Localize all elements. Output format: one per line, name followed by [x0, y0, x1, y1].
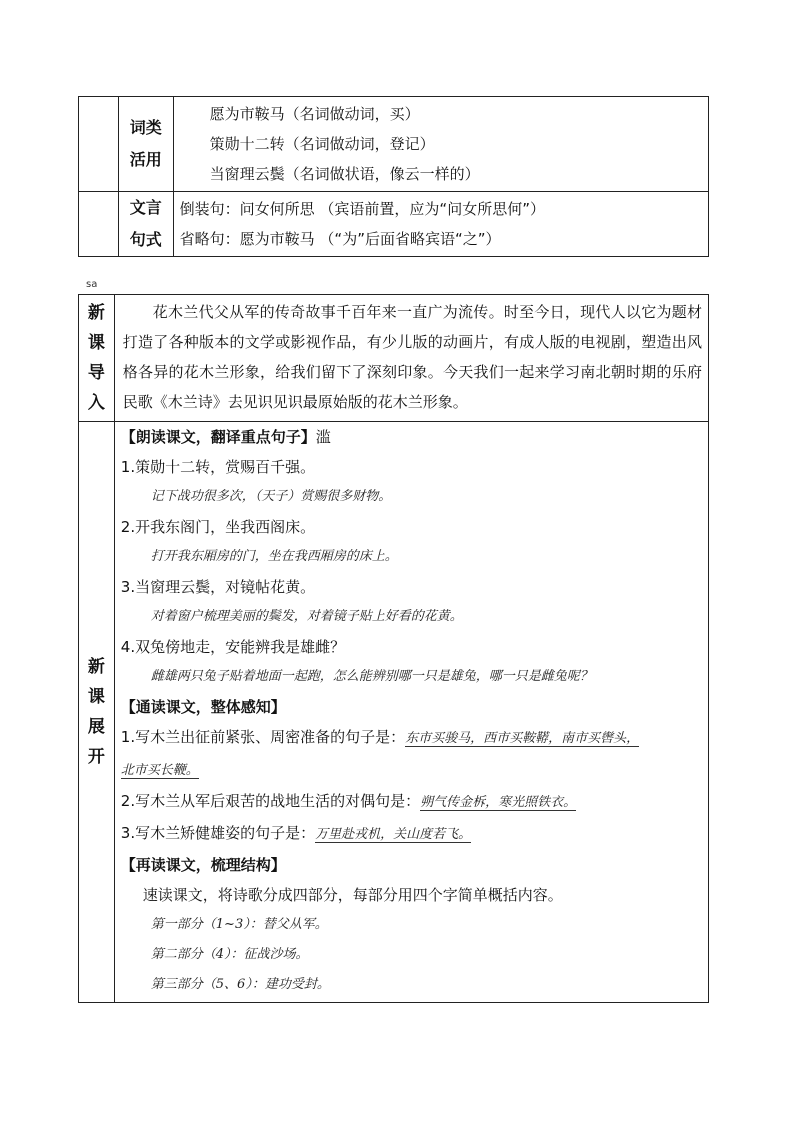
- develop-label: [79, 422, 115, 1003]
- list-item: 倒装句：问女何所思 （宾语前置，应为“问女所思何”）: [179, 200, 545, 218]
- word-class-content: [173, 97, 708, 192]
- structure-part-2: 第二部分（4）：征战沙场。: [150, 947, 309, 962]
- fill-answer-1b: 北市买长鞭。: [120, 763, 199, 778]
- label-char: 课: [87, 333, 105, 353]
- label-char: 入: [87, 393, 105, 413]
- label-line: 文言: [129, 198, 162, 217]
- label-line: 活用: [129, 150, 162, 169]
- list-item: 当窗理云鬓（名词做状语，像云一样的）: [209, 165, 480, 183]
- fill-question-2: 2.写木兰从军后艰苦的战地生活的对偶句是：: [120, 792, 421, 810]
- structure-instruction: 速读课文，将诗歌分成四部分，每部分用四个字简单概括内容。: [142, 886, 563, 904]
- section-heading-read-translate: 【朗读课文，翻译重点句子】: [120, 428, 316, 446]
- answer-3: 对着窗户梳理美丽的鬓发，对着镜子贴上好看的花黄。: [150, 609, 463, 624]
- blank-cell: [79, 97, 119, 192]
- table-row: [79, 192, 709, 257]
- lesson-table: [78, 294, 709, 1003]
- label-char: 导: [87, 363, 105, 383]
- fill-question-3: 3.写木兰矫健雄姿的句子是：: [120, 824, 316, 842]
- label-char: 新: [87, 303, 105, 323]
- label-line: 句式: [129, 230, 162, 249]
- fill-answer-1a: 东市买骏马，西市买鞍鞯，南市买辔头，: [405, 731, 640, 746]
- structure-part-1: 第一部分（1~3）：替父从军。: [150, 917, 328, 932]
- develop-content: [114, 422, 708, 1003]
- structure-part-3: 第三部分（5、6）：建功受封。: [150, 977, 330, 992]
- intro-label: [79, 295, 115, 422]
- fill-answer-3: 万里赴戎机，关山度若飞。: [315, 827, 472, 842]
- label-char: 课: [87, 687, 105, 707]
- section-heading-structure: 【再读课文，梳理结构】: [120, 856, 286, 874]
- table-row: [79, 97, 709, 192]
- label-char: 新: [87, 657, 105, 677]
- intro-content: [114, 295, 708, 422]
- section-heading-overview: 【通读课文，整体感知】: [120, 698, 286, 716]
- fill-question-1: 1.写木兰出征前紧张、周密准备的句子是：: [120, 728, 406, 746]
- row-label-sentence-pattern: [118, 192, 173, 257]
- sentence-pattern-content: [173, 192, 708, 257]
- question-4: 4.双兔傍地走，安能辨我是雄雌？: [120, 638, 346, 656]
- label-line: 词类: [129, 118, 162, 137]
- list-item: 省略句：愿为市鞍马 （“为”后面省略宾语“之”）: [179, 230, 501, 248]
- vocabulary-grammar-table: [78, 96, 709, 257]
- blank-cell: [79, 192, 119, 257]
- table-row: [79, 295, 709, 422]
- answer-4: 雌雄两只兔子贴着地面一起跑，怎么能辨别哪一只是雄兔，哪一只是雌兔呢？: [150, 669, 593, 684]
- list-item: 策勋十二转（名词做动词，登记）: [209, 135, 435, 153]
- answer-2: 打开我东厢房的门，坐在我西厢房的床上。: [150, 549, 398, 564]
- question-1: 1.策勋十二转，赏赐百千强。: [120, 458, 316, 476]
- stray-char: 滥: [315, 428, 331, 446]
- row-label-word-class: [118, 97, 173, 192]
- question-2: 2.开我东阁门，坐我西阁床。: [120, 518, 316, 536]
- label-char: 开: [87, 747, 105, 767]
- stray-label: sa: [86, 279, 98, 290]
- table-row: [79, 422, 709, 1003]
- question-3: 3.当窗理云鬓，对镜帖花黄。: [120, 578, 316, 596]
- answer-1: 记下战功很多次，（天子）赏赐很多财物。: [150, 489, 392, 504]
- fill-answer-2: 朔气传金柝，寒光照铁衣。: [420, 795, 577, 810]
- label-char: 展: [87, 717, 105, 737]
- list-item: 愿为市鞍马（名词做动词，买）: [209, 105, 420, 123]
- intro-paragraph: 花木兰代父从军的传奇故事千百年来一直广为流传。时至今日，现代人以它为题材打造了各种版本的文学或影视作品，有少儿版的动画片，有成人版的电视剧，塑造出风格各异的花木兰形象，给我们留下了深刻印象。今天我们一起来学习南北朝时期的乐府民歌《木兰诗》去见识见识最原始版的花木兰形象。: [122, 303, 702, 411]
